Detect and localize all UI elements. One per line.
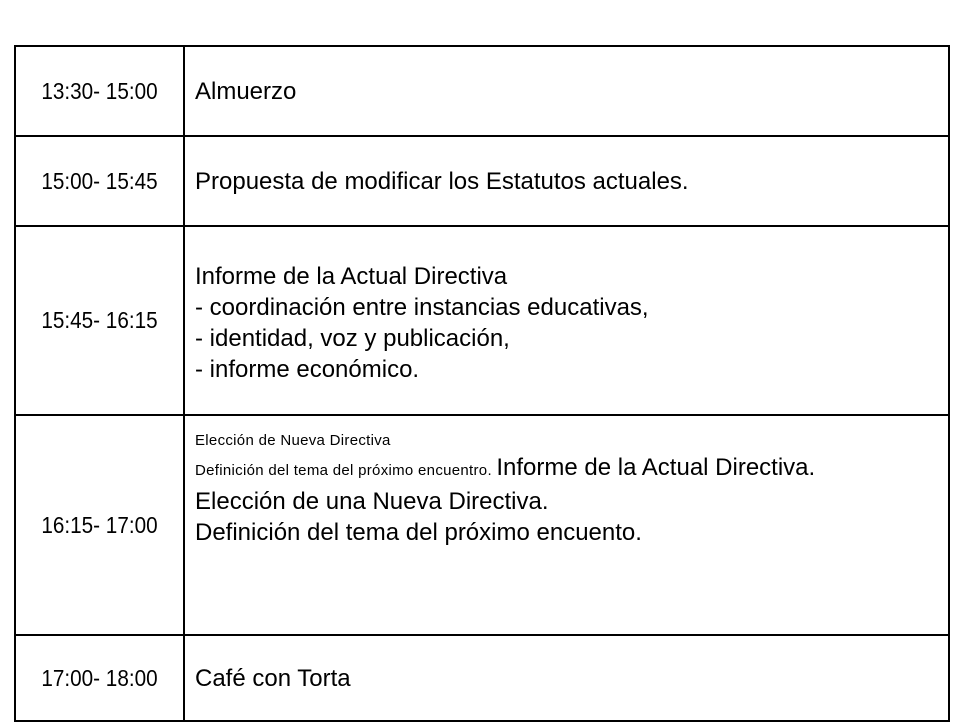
- table-row: [15, 226, 949, 415]
- table-row: [15, 136, 949, 226]
- activity-text: Informe de la Actual Directiva.: [496, 454, 816, 481]
- activity-text-mixed: [195, 452, 942, 486]
- activity-text: Definición del tema del próximo encuento.: [195, 519, 642, 546]
- time-label: 16:15- 17:00: [41, 511, 158, 538]
- time-label: 17:00- 18:00: [41, 664, 158, 691]
- activity-text: - identidad, voz y publicación,: [195, 324, 510, 352]
- table-row: [15, 46, 949, 136]
- activity-text: Almuerzo: [195, 77, 297, 105]
- time-cell: [15, 415, 184, 635]
- activity-text: Definición del tema del próximo encuentro.: [195, 462, 492, 479]
- description-cell: [184, 136, 949, 226]
- time-cell: [15, 635, 184, 721]
- time-cell: [15, 226, 184, 415]
- description-cell: [184, 46, 949, 136]
- activity-text: Elección de Nueva Directiva: [195, 432, 391, 449]
- description-cell: [184, 226, 949, 415]
- activity-text: - informe económico.: [195, 355, 420, 383]
- agenda-table: [14, 45, 950, 722]
- table-row: [15, 635, 949, 721]
- time-label: 15:45- 16:15: [41, 307, 158, 333]
- time-cell: [15, 46, 184, 136]
- description-cell: [184, 415, 949, 635]
- description-cell: [184, 635, 949, 721]
- activity-text: Café con Torta: [195, 664, 351, 692]
- time-label: 15:00- 15:45: [41, 167, 158, 194]
- activity-text: Propuesta de modificar los Estatutos actuales.: [195, 167, 689, 195]
- activity-text: Informe de la Actual Directiva: [195, 262, 508, 290]
- activity-text: - coordinación entre instancias educativas,: [195, 293, 649, 321]
- activity-text: Elección de una Nueva Directiva.: [195, 488, 549, 515]
- time-cell: [15, 136, 184, 226]
- time-label: 13:30- 15:00: [41, 77, 158, 104]
- table-row: [15, 415, 949, 635]
